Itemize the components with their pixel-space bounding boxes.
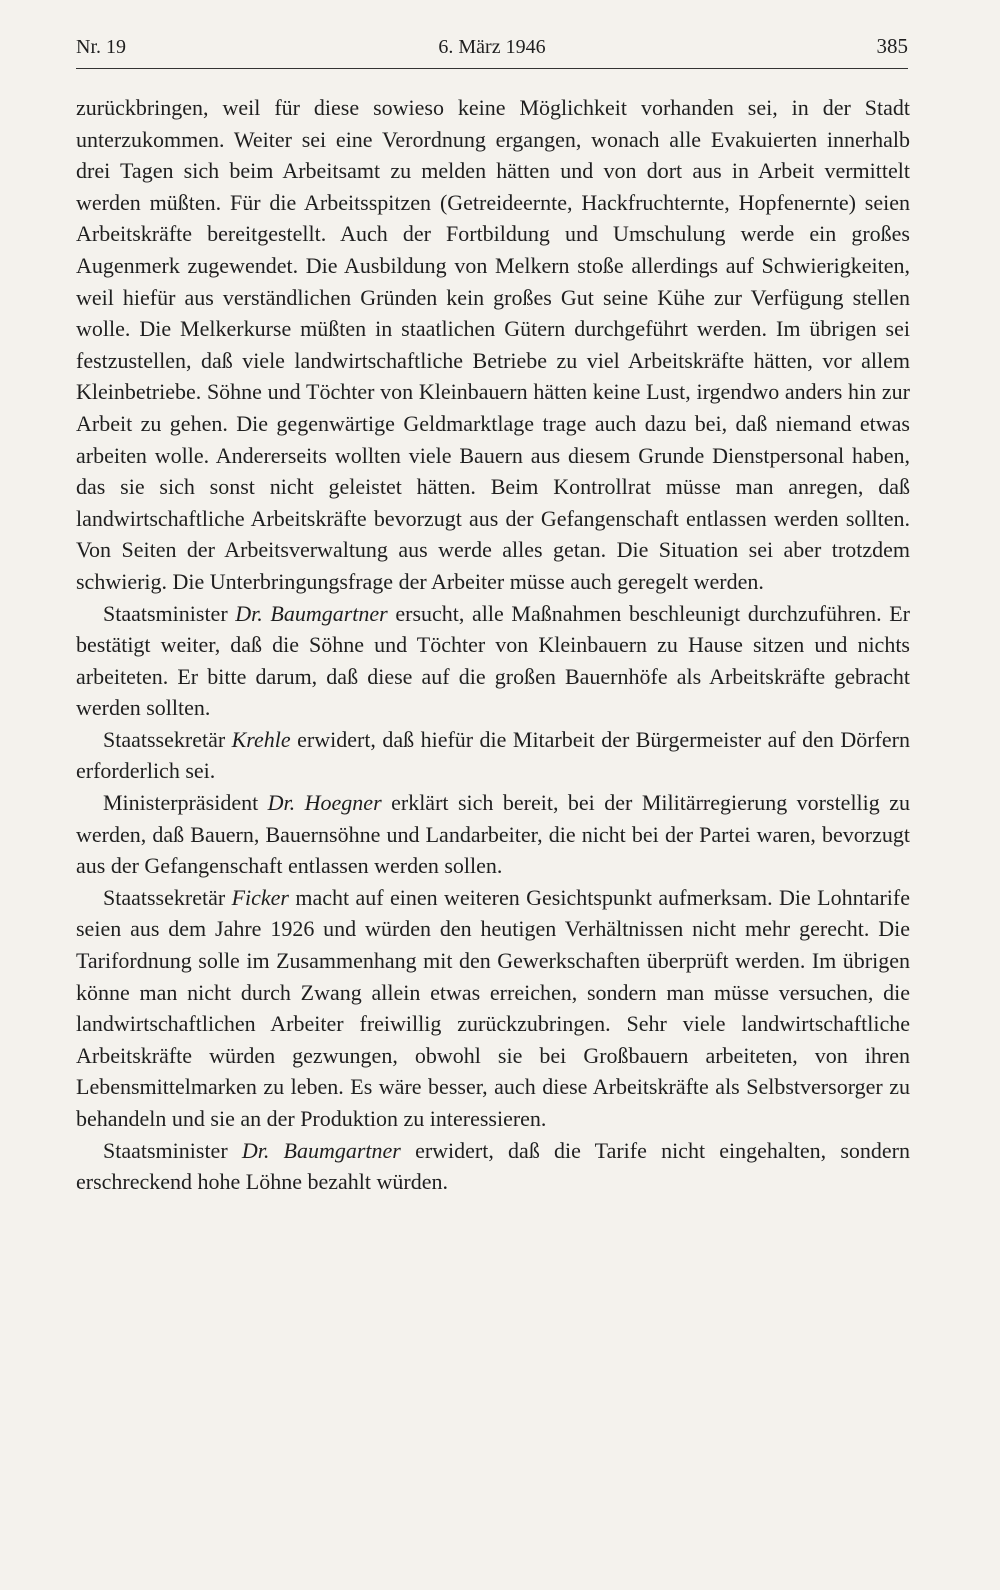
paragraph-text: Staatsminister	[103, 1137, 242, 1163]
paragraph	[76, 598, 910, 724]
paragraph-text: erwidert, daß die Tarife nicht eingehalten, sondern erschreckend hohe Löhne bezahlt würden.	[76, 1137, 910, 1195]
paragraph	[76, 92, 910, 598]
paragraph-text: erklärt sich bereit, bei der Militärregierung vorstellig zu werden, daß Bauern, Bauernsöhne und Landarbeiter, die nicht bei der Partei waren, bevorzugt aus der Gefangenschaft entlassen werden sollen.	[76, 790, 911, 879]
speaker-name: Dr. Hoegner	[267, 790, 382, 816]
paragraph-text: zurückbringen, weil für diese sowieso keine Möglichkeit vorhanden sei, in der Stadt unterzukommen. Weiter sei eine Verordnung ergangen, wonach alle Evakuierten innerhalb drei Tagen sich beim Arbeitsamt zu melden hätten und von dort aus in Arbeit vermittelt werden müßten. Für die Arbeitsspitzen (Getreideernte, Hackfruchternte, Hopfenernte) seien Arbeitskräfte bereitgestellt. Auch der Fortbildung und Umschulung werde ein großes Augenmerk zugewendet. Die Ausbildung von Melkern stoße allerdings auf Schwierigkeiten, weil hiefür aus verständlichen Gründen kein großes Gut seine Kühe zur Verfügung stellen wolle. Die Melkerkurse müßten in staatlichen Gütern durchgeführt werden. Im übrigen sei festzustellen, daß viele landwirtschaftliche Betriebe zu viel Arbeitskräfte hätten, vor allem Kleinbetriebe. Söhne und Töchter von Kleinbauern hätten keine Lust, irgendwo anders hin zur Arbeit zu gehen. Die gegenwärtige Geldmarktlage trage auch dazu bei, daß niemand etwas arbeiten wolle. Andererseits wollten viele Bauern aus diesem Grunde Dienstpersonal haben, das sie sich sonst nicht geleistet hätten. Beim Kontrollrat müsse man anregen, daß landwirtschaftliche Arbeitskräfte bevorzugt aus der Gefangenschaft entlassen werden sollten. Von Seiten der Arbeitsverwaltung aus werde alles getan. Die Situation sei aber trotzdem schwierig. Die Unterbringungsfrage der Arbeiter müsse auch geregelt werden.	[76, 95, 910, 594]
speaker-name: Ficker	[231, 884, 289, 910]
body-text	[76, 92, 910, 1198]
speaker-name: Dr. Baumgartner	[241, 1137, 401, 1163]
paragraph	[76, 724, 910, 787]
paragraph-text: Staatsminister	[103, 600, 236, 626]
paragraph	[76, 882, 910, 1135]
paragraph-text: ersucht, alle Maßnahmen beschleunigt durchzuführen. Er bestätigt weiter, daß die Söhne und Töchter von Kleinbauern zu Hause sitzen und nichts arbeiteten. Er bitte darum, daß diese auf die großen Bauernhöfe als Arbeitskräfte gebracht werden sollten.	[76, 600, 910, 721]
paragraph	[76, 787, 910, 882]
paragraph-text: Ministerpräsident	[103, 790, 268, 816]
paragraph	[76, 1135, 910, 1198]
issue-number: Nr. 19	[76, 36, 126, 58]
speaker-name: Krehle	[231, 726, 291, 752]
paragraph-text: Staatssekretär	[103, 726, 232, 752]
page-number: 385	[876, 34, 908, 58]
paragraph-text: Staatssekretär	[103, 884, 232, 910]
paragraph-text: erwidert, daß hiefür die Mitarbeit der Bürgermeister auf den Dörfern erforderlich sei.	[76, 726, 911, 784]
header-date: 6. März 1946	[438, 36, 546, 58]
paragraph-text: macht auf einen weiteren Gesichtspunkt aufmerksam. Die Lohntarife seien aus dem Jahre 1926 und würden den heutigen Verhältnissen nicht mehr gerecht. Die Tarifordnung solle im Zusammenhang mit den Gewerkschaften überprüft werden. Im übrigen könne man nicht durch Zwang allein etwas erreichen, sondern man müsse versuchen, die landwirtschaftlichen Arbeiter freiwillig zurückzubringen. Sehr viele landwirtschaftliche Arbeitskräfte würden gezwungen, obwohl sie bei Großbauern arbeiteten, von ihren Lebensmittelmarken zu leben. Es wäre besser, auch diese Arbeitskräfte als Selbstversorger zu behandeln und sie an der Produktion zu interessieren.	[76, 884, 911, 1131]
running-header	[76, 34, 908, 69]
speaker-name: Dr. Baumgartner	[235, 600, 388, 626]
